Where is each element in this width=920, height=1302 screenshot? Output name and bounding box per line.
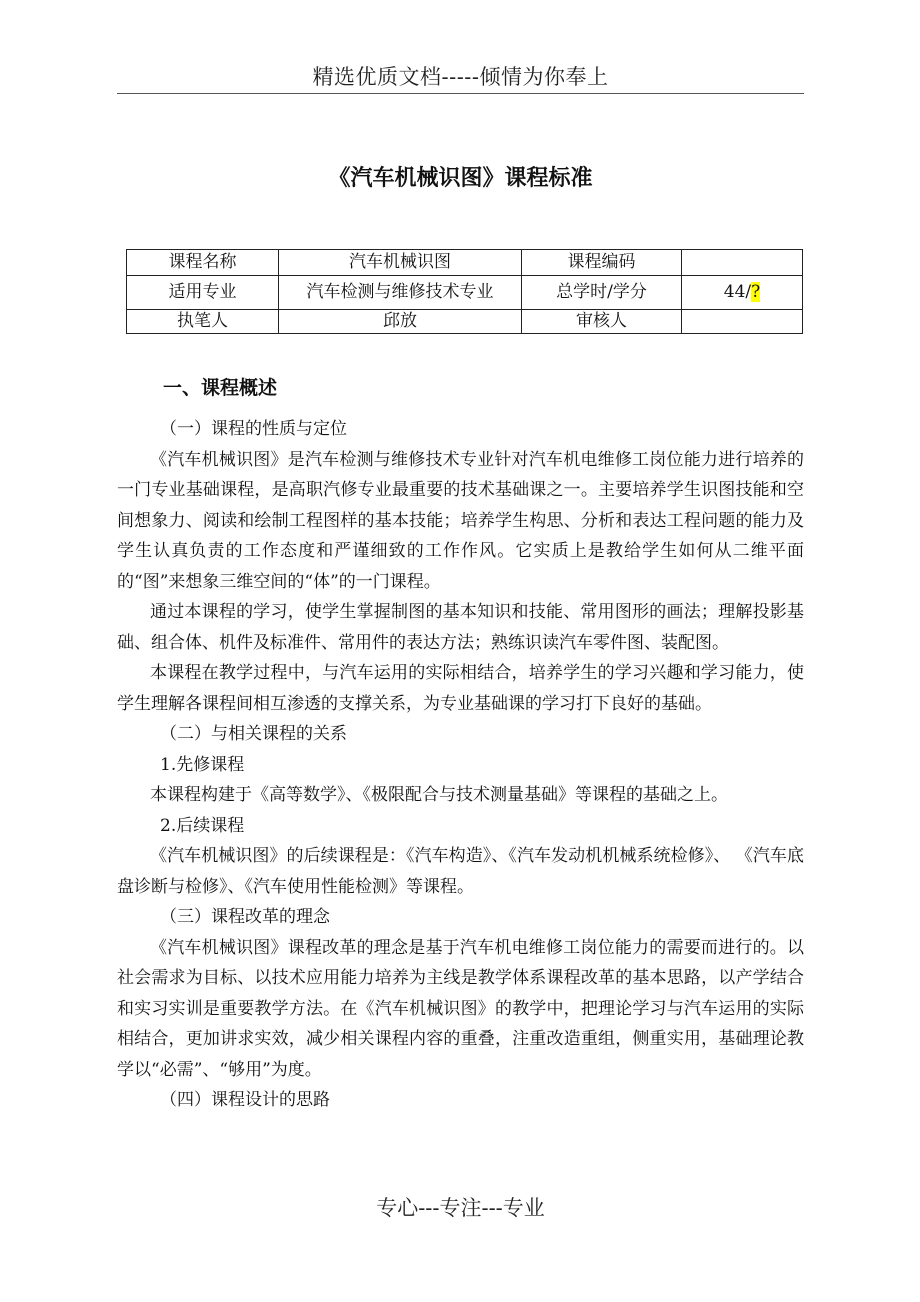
table-row [127, 310, 803, 334]
list-item-heading: 1.先修课程 [160, 754, 245, 775]
subsection-heading: （四）课程设计的思路 [160, 1090, 330, 1110]
table-cell: 邱放 [279, 310, 522, 334]
section-body [117, 414, 804, 1116]
paragraph: 《汽车机械识图》课程改革的理念是基于汽车机电维修工岗位能力的需要而进行的。以社会需求为目标、以技术应用能力培养为主线是教学体系课程改革的基本思路，以产学结合和实习实训是重要教学方法。在《汽车机械识图》的教学中，把理论学习与汽车运用的实际相结合，更加讲求实效，减少相关课程内容的重叠，注重改造重组，侧重实用，基础理论教学以“必需”、“够用”为度。 [117, 937, 804, 1080]
table-cell [682, 310, 803, 334]
document-title: 《汽车机械识图》课程标准 [328, 165, 593, 191]
paragraph: 《汽车机械识图》的后续课程是：《汽车构造》、《汽车发动机机械系统检修》、 《汽车底盘诊断与检修》、《汽车使用性能检测》等课程。 [117, 846, 804, 897]
table-cell-hours-credit [682, 276, 803, 310]
table-cell: 适用专业 [127, 276, 279, 310]
paragraph: 通过本课程的学习，使学生掌握制图的基本知识和技能、常用图形的画法；理解投影基础、组合体、机件及标准件、常用件的表达方法；熟练识读汽车零件图、装配图。 [117, 602, 804, 653]
table-cell: 汽车机械识图 [279, 250, 522, 276]
table-row [127, 250, 803, 276]
header-divider [117, 93, 804, 94]
table-cell: 总学时/学分 [522, 276, 682, 310]
table-cell: 课程编码 [522, 250, 682, 276]
table-cell: 审核人 [522, 310, 682, 334]
table-cell: 课程名称 [127, 250, 279, 276]
subsection-heading: （三）课程改革的理念 [160, 907, 330, 927]
table-cell [682, 250, 803, 276]
table-cell: 汽车检测与维修技术专业 [279, 276, 522, 310]
credit-unknown-highlight: ? [751, 282, 761, 302]
paragraph: 本课程构建于《高等数学》、《极限配合与技术测量基础》等课程的基础之上。 [150, 785, 728, 805]
subsection-heading: （一）课程的性质与定位 [160, 419, 347, 439]
table-row [127, 276, 803, 310]
list-item-heading: 2.后续课程 [160, 815, 245, 836]
table-cell: 执笔人 [127, 310, 279, 334]
page-header: 精选优质文档-----倾情为你奉上 [312, 65, 609, 89]
section-heading: 一、课程概述 [163, 377, 278, 399]
paragraph: 《汽车机械识图》是汽车检测与维修技术专业针对汽车机电维修工岗位能力进行培养的一门专业基础课程，是高职汽修专业最重要的技术基础课之一。主要培养学生识图技能和空间想象力、阅读和绘制工程图样的基本技能；培养学生构思、分析和表达工程问题的能力及学生认真负责的工作态度和严谨细致的工作作风。它实质上是教给学生如何从二维平面的“图”来想象三维空间的“体”的一门课程。 [117, 449, 804, 592]
subsection-heading: （二）与相关课程的关系 [160, 724, 347, 744]
course-info-table [126, 249, 803, 334]
hours-value: 44/ [723, 282, 752, 302]
paragraph: 本课程在教学过程中，与汽车运用的实际相结合，培养学生的学习兴趣和学习能力，使学生理解各课程间相互渗透的支撑关系，为专业基础课的学习打下良好的基础。 [117, 663, 804, 714]
page-footer: 专心---专注---专业 [376, 1196, 545, 1220]
